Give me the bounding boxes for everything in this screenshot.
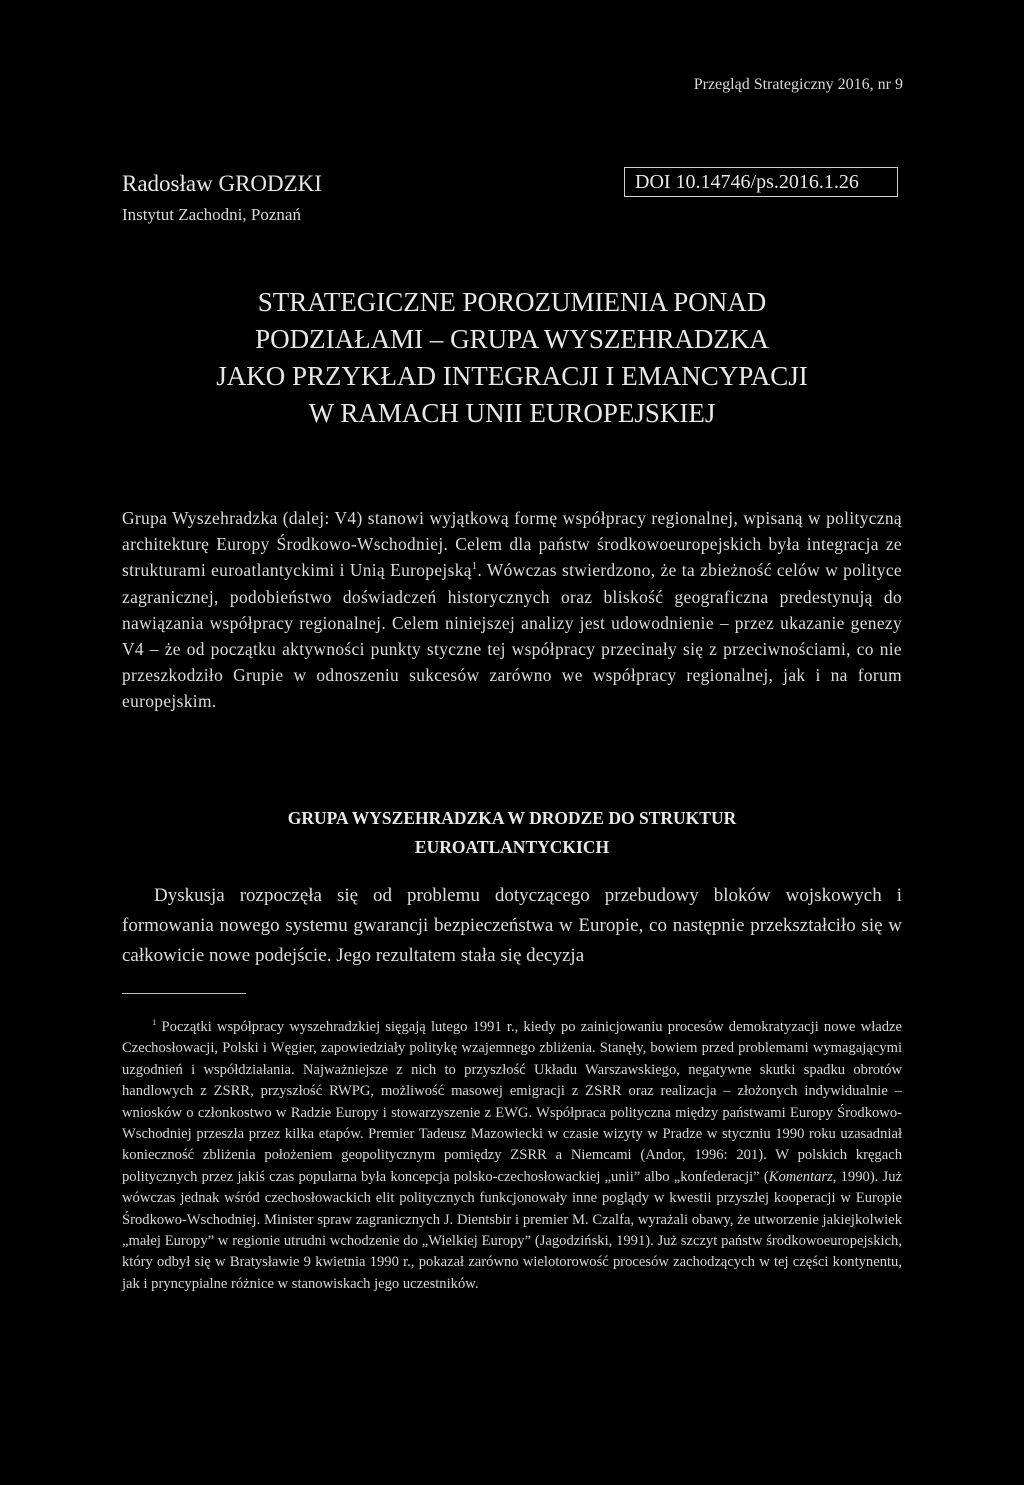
footnote-text-continued: , 1990). Już wówczas jednak wśród czechosłowackich elit politycznych funkcjonowały inne poglądy w kwestii przyszłej kooperacji w Europie Środkowo-Wschodniej. Minister spraw zagranicznych J. Dientsbir i premier M. Czalfa, wyrażali obawy, że utworzenie jakiejkolwiek „małej Europy” w regionie utrudni wchodzenie do „Wielkiej Europy” (Jagodziński, 1991). Już szczyt państw środkowoeuropejskich, który odbył się w Bratysławie 9 kwietnia 1990 r., pokazał zarówno wielotorowość procesów zachodzących w tej części kontynentu, jak i pryncypialne różnice w stanowiskach jego uczestników.	[122, 1168, 902, 1292]
footnote-reference[interactable]: 1	[471, 561, 478, 573]
doi-box[interactable]: DOI 10.14746/ps.2016.1.26	[624, 167, 898, 197]
body-paragraph: Dyskusja rozpoczęła się od problemu dotyczącego przebudowy bloków wojskowych i formowania nowego systemu gwarancji bezpieczeństwa w Europie, co następnie przekształciło się w całkowicie nowe podejście. Jego rezultatem stała się decyzja	[122, 885, 902, 966]
footnote-divider	[122, 993, 246, 994]
section-heading-line: EUROATLANTYCKICH	[414, 837, 610, 857]
journal-header: Przegląd Strategiczny 2016, nr 9	[693, 76, 903, 93]
footnote-italic-citation: Komentarz	[768, 1168, 833, 1185]
title-line: PODZIAŁAMI – GRUPA WYSZEHRADZKA	[255, 324, 769, 354]
title-line: STRATEGICZNE POROZUMIENIA PONAD	[257, 287, 767, 317]
footnote	[122, 1017, 902, 1295]
abstract	[122, 505, 902, 715]
section-heading-line: GRUPA WYSZEHRADZKA W DRODZE DO STRUKTUR	[287, 808, 737, 828]
footnote-text: Początki współpracy wyszehradzkiej sięgają lutego 1991 r., kiedy po zainicjowaniu procesów demokratyzacji nowe władze Czechosłowacji, Polski i Węgier, zapowiedziały politykę wzajemnego zbliżenia. Stanęły, bowiem przed problemami wymagającymi uzgodnień i współdziałania. Najważniejsze z nich to przyszłość Układu Warszawskiego, negatywne skutki spadku obrotów handlowych z ZSRR, przyszłość RWPG, możliwość masowej emigracji z ZSRR oraz realizacja – złożonych indywidualnie – wniosków o członkostwo w Radzie Europy i stowarzyszenie z EWG. Współpraca polityczna między państwami Europy Środkowo-Wschodniej przeszła przez kilka etapów. Premier Tadeusz Mazowiecki w czasie wizyty w Pradze w styczniu 1990 roku uzasadniał konieczność zbliżenia położeniem geopolitycznym pomiędzy ZSRR a Niemcami (Andor, 1996: 201). W polskich kręgach politycznych przez jakiś czas popularna była koncepcja polsko-czechosłowackiej „unii” albo „konfederacji” (	[122, 1019, 902, 1185]
section-heading	[100, 804, 924, 862]
article-title	[100, 284, 924, 432]
title-line: JAKO PRZYKŁAD INTEGRACJI I EMANCYPACJI	[216, 361, 808, 391]
title-line: W RAMACH UNII EUROPEJSKIEJ	[308, 398, 716, 428]
abstract-text: Grupa Wyszehradzka (dalej: V4) stanowi wyjątkową formę współpracy regionalnej, wpisaną w polityczną architekturę Europy Środkowo-Wschodniej. Celem dla państw środkowoeuropejskich była integracja ze strukturami euroatlantyckimi i Unią Europejską	[122, 508, 902, 581]
author-affiliation: Instytut Zachodni, Poznań	[122, 205, 301, 224]
abstract-text-continued: . Wówczas stwierdzono, że ta zbieżność celów w polityce zagranicznej, podobieństwo doświadczeń historycznych oraz bliskość geograficzna predestynują do nawiązania współpracy regionalnej. Celem niniejszej analizy jest udowodnienie – przez ukazanie genezy V4 – że od początku aktywności punkty styczne tej współpracy przecinały się z przeciwnościami, co nie przeszkodziło Grupie w odnoszeniu sukcesów zarówno we współpracy regionalnej, jak i na forum europejskim.	[122, 560, 902, 712]
author-name: Radosław GRODZKI	[122, 171, 322, 196]
footnote-number: 1	[152, 1017, 157, 1028]
